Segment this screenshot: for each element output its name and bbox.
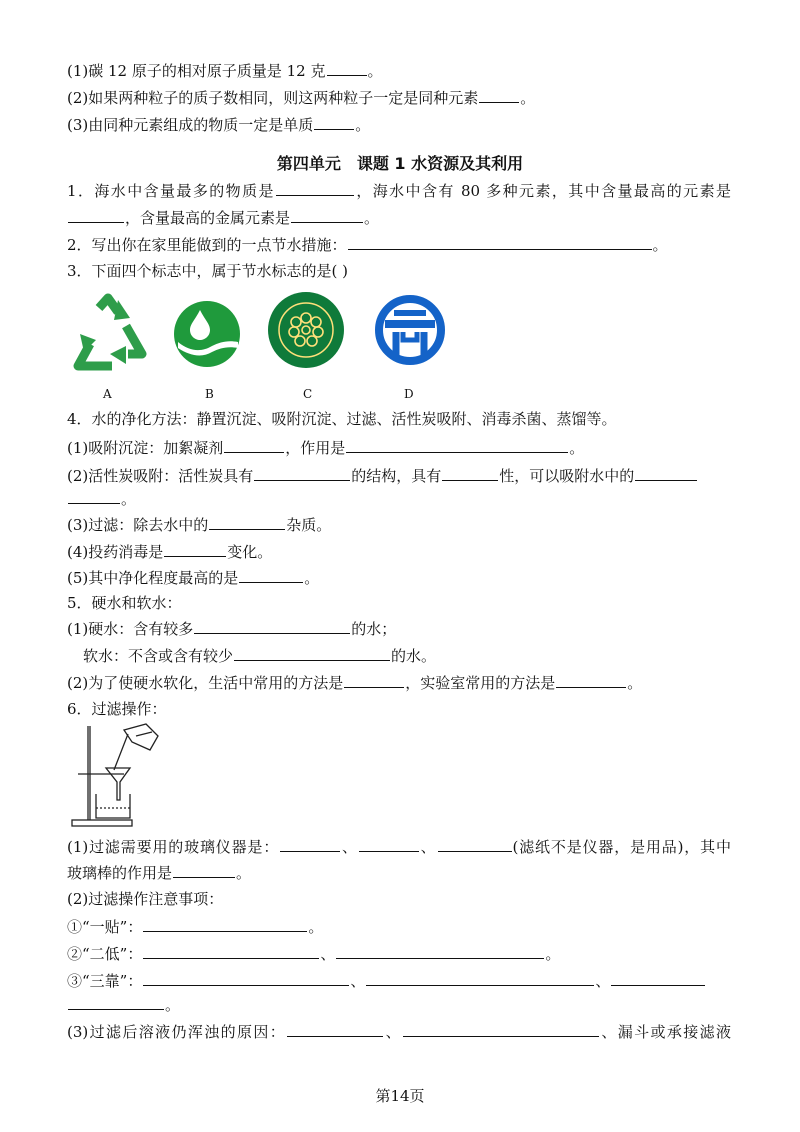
question-4-5: (5)其中净化程度最高的是 。 <box>67 569 320 587</box>
answer-blank[interactable] <box>143 970 349 986</box>
question-4-2-cont: 。 <box>67 488 136 509</box>
answer-blank[interactable] <box>224 437 284 453</box>
question-6-2-kao-cont: 。 <box>67 994 180 1015</box>
answer-blank[interactable] <box>173 862 235 878</box>
answer-blank[interactable] <box>239 567 303 583</box>
answer-blank[interactable] <box>68 488 120 504</box>
blue-seal-icon <box>374 290 446 370</box>
answer-blank[interactable] <box>479 87 519 103</box>
question-4-4: (4)投药消毒是 变化。 <box>67 543 273 561</box>
answer-blank[interactable] <box>68 994 164 1010</box>
water-saving-icon <box>172 290 242 370</box>
answer-blank[interactable] <box>194 618 350 634</box>
answer-blank[interactable] <box>556 672 626 688</box>
question-2: 2．写出你在家里能做到的一点节水措施： 。 <box>67 236 668 254</box>
answer-blank[interactable] <box>276 180 354 196</box>
answer-blank[interactable] <box>164 541 226 557</box>
question-1-line-2: ，含量最高的金属元素是 。 <box>67 207 379 228</box>
answer-blank[interactable] <box>68 207 124 223</box>
question-6-2: (2)过滤操作注意事项： <box>67 890 224 908</box>
question-3: 3．下面四个标志中，属于节水标志的是( ) <box>67 262 349 280</box>
recycle-icon <box>68 290 150 380</box>
question-4-1: (1)吸附沉淀：加絮凝剂 ，作用是 。 <box>67 439 585 457</box>
logo-label-b: B <box>205 387 214 401</box>
answer-blank[interactable] <box>291 207 363 223</box>
filtration-apparatus-diagram <box>70 722 162 828</box>
question-6-1: (1)过滤需要用的玻璃仪器是： 、 、 (滤纸不是仪器，是用品)，其中 <box>67 838 731 856</box>
answer-blank[interactable] <box>438 836 512 852</box>
answer-blank[interactable] <box>209 514 285 530</box>
answer-blank[interactable] <box>359 836 419 852</box>
answer-blank[interactable] <box>143 916 307 932</box>
question-6-2-tie: ①“一贴”： 。 <box>67 918 324 936</box>
answer-blank[interactable] <box>287 1021 383 1037</box>
question-6-2-kao: ③“三靠”： 、 、 <box>67 970 706 991</box>
answer-blank[interactable] <box>635 465 697 481</box>
answer-blank[interactable] <box>280 836 340 852</box>
answer-blank[interactable] <box>143 943 319 959</box>
answer-blank[interactable] <box>254 465 350 481</box>
answer-blank[interactable] <box>314 114 354 130</box>
question-5-1-soft: 软水：不含或含有较少 的水。 <box>83 647 437 665</box>
question-1-line-1: 1．海水中含量最多的物质是 ，海水中含有 80 多种元素，其中含量最高的元素是 <box>67 182 731 200</box>
top-item-1: (1)碳 12 原子的相对原子质量是 12 克 。 <box>67 62 383 80</box>
question-4-title: 4．水的净化方法：静置沉淀、吸附沉淀、过滤、活性炭吸附、消毒杀菌、蒸馏等。 <box>67 410 617 428</box>
answer-blank[interactable] <box>327 60 367 76</box>
logo-label-c: C <box>303 387 313 401</box>
answer-blank[interactable] <box>348 234 652 250</box>
top-item-2: (2)如果两种粒子的质子数相同，则这两种粒子一定是同种元素 。 <box>67 89 536 107</box>
question-6-3: (3)过滤后溶液仍浑浊的原因： 、 、漏斗或承接滤液 <box>67 1023 731 1041</box>
section-heading: 第四单元 课题 1 水资源及其利用 <box>276 154 524 173</box>
question-4-3: (3)过滤：除去水中的 杂质。 <box>67 516 332 534</box>
answer-blank[interactable] <box>442 465 498 481</box>
question-6-title: 6．过滤操作： <box>67 700 167 718</box>
answer-blank[interactable] <box>346 437 568 453</box>
answer-blank[interactable] <box>234 645 390 661</box>
top-item-3: (3)由同种元素组成的物质一定是单质 。 <box>67 116 371 134</box>
question-5-2: (2)为了使硬水软化，生活中常用的方法是 ，实验室常用的方法是 。 <box>67 674 643 692</box>
logo-label-a: A <box>103 387 112 401</box>
question-5-1: (1)硬水：含有较多 的水； <box>67 620 397 638</box>
environmental-label-icon <box>266 290 346 370</box>
page-number: 第14页 <box>375 1087 425 1105</box>
question-6-2-di: ②“二低”： 、 。 <box>67 945 561 963</box>
answer-blank[interactable] <box>403 1021 599 1037</box>
answer-blank[interactable] <box>344 672 404 688</box>
answer-blank[interactable] <box>611 970 705 986</box>
answer-blank[interactable] <box>366 970 594 986</box>
question-5-title: 5．硬水和软水： <box>67 594 182 612</box>
question-4-2: (2)活性炭吸附：活性炭具有 的结构，具有 性，可以吸附水中的 <box>67 465 698 486</box>
question-6-1-cont: 玻璃棒的作用是 。 <box>67 864 252 882</box>
logo-label-d: D <box>404 387 414 401</box>
answer-blank[interactable] <box>336 943 544 959</box>
